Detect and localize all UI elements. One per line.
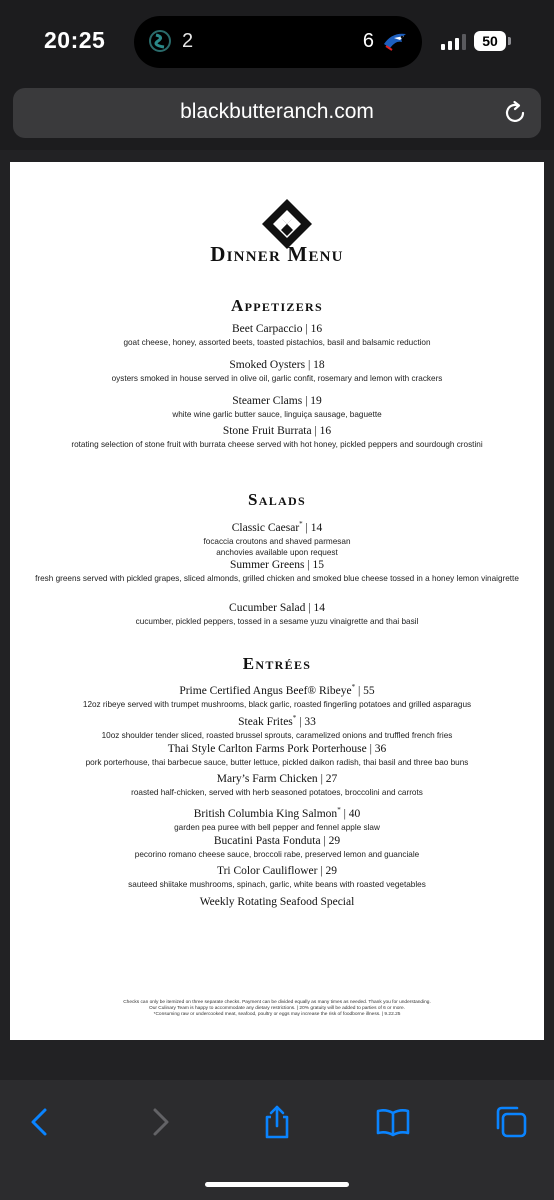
web-content[interactable] xyxy=(0,150,554,1080)
menu-footnote xyxy=(50,1000,504,1019)
blue-jays-logo-icon xyxy=(382,28,410,54)
item-name: Beet Carpaccio xyxy=(231,323,303,335)
menu-item-marys-farm-chicken: Mary’s Farm Chicken | 27 roasted half-chicken, served with herb seasoned potatoes, broccolini and carrots xyxy=(30,772,524,799)
reload-icon[interactable] xyxy=(501,99,529,127)
menu-item-bucatini-pasta: Bucatini Pasta Fonduta | 29 pecorino romano cheese sauce, broccoli rabe, preserved lemon and guanciale xyxy=(30,834,524,861)
item-description: garden pea puree with bell pepper and fennel apple slaw xyxy=(174,822,380,832)
item-description-note: anchovies available upon request xyxy=(216,548,338,558)
menu-item-steamer-clams: Steamer Clams | 19 white wine garlic butter sauce, linguiça sausage, baguette xyxy=(30,394,524,421)
item-price: 55 xyxy=(363,684,375,697)
away-score-value: 2 xyxy=(182,29,194,52)
item-name: Mary’s Farm Chicken xyxy=(216,773,318,785)
item-price: 18 xyxy=(313,359,325,371)
item-description: 12oz ribeye served with trumpet mushrooms, black garlic, roasted fingerling potatoes and grilled asparagus xyxy=(82,699,472,709)
item-name: British Columbia King Salmon xyxy=(193,807,338,820)
item-name: Classic Caesar xyxy=(231,521,300,534)
section-title-appetizers: Appetizers xyxy=(231,296,323,315)
item-name: Weekly Rotating Seafood Special xyxy=(199,896,355,908)
item-name: Tri Color Cauliflower xyxy=(216,865,318,877)
menu-item-ribeye: Prime Certified Angus Beef® Ribeye* | 55 12oz ribeye served with trumpet mushrooms, black garlic, roasted fingerling potatoes and grilled asparagus xyxy=(30,680,524,710)
item-name: Thai Style Carlton Farms Pork Porterhouse xyxy=(167,743,367,755)
cellular-signal-icon xyxy=(441,34,466,50)
back-chevron-icon[interactable] xyxy=(22,1104,58,1140)
share-icon[interactable] xyxy=(259,1104,295,1140)
menu-item-summer-greens: Summer Greens | 15 fresh greens served with pickled grapes, sliced almonds, grilled chicken and smoked blue cheese tossed in a honey lemon vinaigrette xyxy=(30,558,524,585)
footnote-line: *Consuming raw or undercooked meat, seafood, poultry or eggs may increase the risk of foodborne illness. | 9.22.25 xyxy=(153,1012,401,1018)
item-price: 33 xyxy=(304,715,316,728)
item-name: Prime Certified Angus Beef® Ribeye xyxy=(179,684,352,697)
item-description: fresh greens served with pickled grapes, sliced almonds, grilled chicken and smoked blue cheese tossed in a honey lemon vinaigrette xyxy=(35,574,519,583)
item-price: 19 xyxy=(310,395,322,407)
forward-chevron-icon[interactable] xyxy=(142,1104,178,1140)
item-description: pecorino romano cheese sauce, broccoli rabe, preserved lemon and guanciale xyxy=(134,850,420,859)
status-time: 20:25 xyxy=(44,27,106,53)
item-price: 36 xyxy=(374,743,387,755)
menu-item-king-salmon: British Columbia King Salmon* | 40 garden pea puree with bell pepper and fennel apple slaw xyxy=(30,803,524,833)
item-name: Cucumber Salad xyxy=(229,602,306,614)
mariners-logo-icon xyxy=(148,28,172,54)
item-name: Stone Fruit Burrata xyxy=(222,425,312,437)
item-description: cucumber, pickled peppers, tossed in a sesame yuzu vinaigrette and thai basil xyxy=(135,617,419,626)
item-name: Steak Frites xyxy=(238,715,293,728)
home-score-value: 6 xyxy=(362,29,374,52)
footnote-line: Checks can only be itemized on three separate checks. Payment can be divided equally as many times as needed. Thank you for understanding. xyxy=(123,1000,431,1005)
item-price: 29 xyxy=(328,835,341,847)
item-price: 14 xyxy=(313,602,325,614)
dinner-menu-document xyxy=(10,162,544,1040)
section-title-salads: Salads xyxy=(248,490,306,509)
address-bar[interactable] xyxy=(13,88,541,138)
item-description: rotating selection of stone fruit with burrata cheese served with hot honey, pickled peppers and sourdough crostini xyxy=(71,440,483,449)
item-price: 14 xyxy=(310,521,323,534)
item-description: pork porterhouse, thai barbecue sauce, butter lettuce, pickled daikon radish, thai basil and three bao buns xyxy=(85,758,469,767)
menu-item-beet-carpaccio: Beet Carpaccio | 16 goat cheese, honey, assorted beets, toasted pistachios, basil and balsamic reduction xyxy=(30,322,524,349)
raw-food-mark: * xyxy=(299,520,303,528)
raw-food-mark: * xyxy=(292,714,297,722)
bookmarks-book-icon[interactable] xyxy=(375,1104,411,1140)
item-price: 16 xyxy=(319,425,332,437)
item-price: 27 xyxy=(325,773,338,785)
item-price: 29 xyxy=(325,865,338,877)
item-description: 10oz shoulder tender sliced, roasted brussel sprouts, caramelized onions and truffled french fries xyxy=(101,730,453,740)
raw-food-mark: * xyxy=(337,806,341,814)
away-team-score xyxy=(148,28,193,54)
home-indicator[interactable] xyxy=(205,1182,349,1187)
item-price: 16 xyxy=(310,323,323,335)
item-description: oysters smoked in house served in olive oil, garlic confit, rosemary and lemon with crackers xyxy=(111,374,443,383)
item-description: white wine garlic butter sauce, linguiça sausage, baguette xyxy=(172,410,382,419)
item-name: Summer Greens xyxy=(230,559,305,571)
menu-item-tri-color-cauliflower: Tri Color Cauliflower | 29 sauteed shiitake mushrooms, spinach, garlic, white beans with roasted vegetables xyxy=(30,864,524,891)
status-bar xyxy=(0,0,554,84)
footnote-line: Our Culinary Team is happy to accommodate any dietary restrictions. | 20% gratuity will be added to parties of 6 or more. xyxy=(148,1006,406,1012)
item-price: 15 xyxy=(312,559,324,571)
menu-item-pork-porterhouse: Thai Style Carlton Farms Pork Porterhouse | 36 pork porterhouse, thai barbecue sauce, butter lettuce, pickled daikon radish, thai basil and three bao buns xyxy=(30,742,524,769)
menu-item-stone-fruit-burrata: Stone Fruit Burrata | 16 rotating selection of stone fruit with burrata cheese served with hot honey, pickled peppers and sourdough crostini xyxy=(30,424,524,451)
tabs-icon[interactable] xyxy=(493,1104,529,1140)
menu-item-cucumber-salad: Cucumber Salad | 14 cucumber, pickled peppers, tossed in a sesame yuzu vinaigrette and thai basil xyxy=(30,601,524,628)
menu-title: Dinner Menu xyxy=(210,242,344,266)
section-title-entrees: Entrées xyxy=(242,654,312,673)
dynamic-island-live-activity[interactable] xyxy=(134,16,422,68)
item-name: Smoked Oysters xyxy=(229,359,306,371)
menu-item-smoked-oysters: Smoked Oysters | 18 oysters smoked in house served in olive oil, garlic confit, rosemary and lemon with crackers xyxy=(30,358,524,385)
menu-item-classic-caesar: Classic Caesar* | 14 focaccia croutons and shaved parmesan anchovies available upon request xyxy=(30,517,524,559)
home-team-score xyxy=(363,28,410,54)
item-name: Steamer Clams xyxy=(232,395,303,407)
item-description: focaccia croutons and shaved parmesan xyxy=(203,536,351,546)
url-text[interactable]: blackbutteranch.com xyxy=(180,100,374,123)
item-description: roasted half-chicken, served with herb seasoned potatoes, broccolini and carrots xyxy=(131,788,423,797)
raw-food-mark: * xyxy=(351,683,356,691)
menu-item-steak-frites: Steak Frites* | 33 10oz shoulder tender sliced, roasted brussel sprouts, caramelized onions and truffled french fries xyxy=(30,711,524,741)
battery-tip xyxy=(508,37,511,45)
item-description: goat cheese, honey, assorted beets, toasted pistachios, basil and balsamic reduction xyxy=(123,338,431,347)
battery-icon: 50 xyxy=(474,31,506,51)
item-name: Bucatini Pasta Fonduta xyxy=(213,835,321,847)
menu-item-seafood-special xyxy=(30,895,524,910)
item-description: sauteed shiitake mushrooms, spinach, garlic, white beans with roasted vegetables xyxy=(128,880,426,889)
item-price: 40 xyxy=(348,807,361,820)
